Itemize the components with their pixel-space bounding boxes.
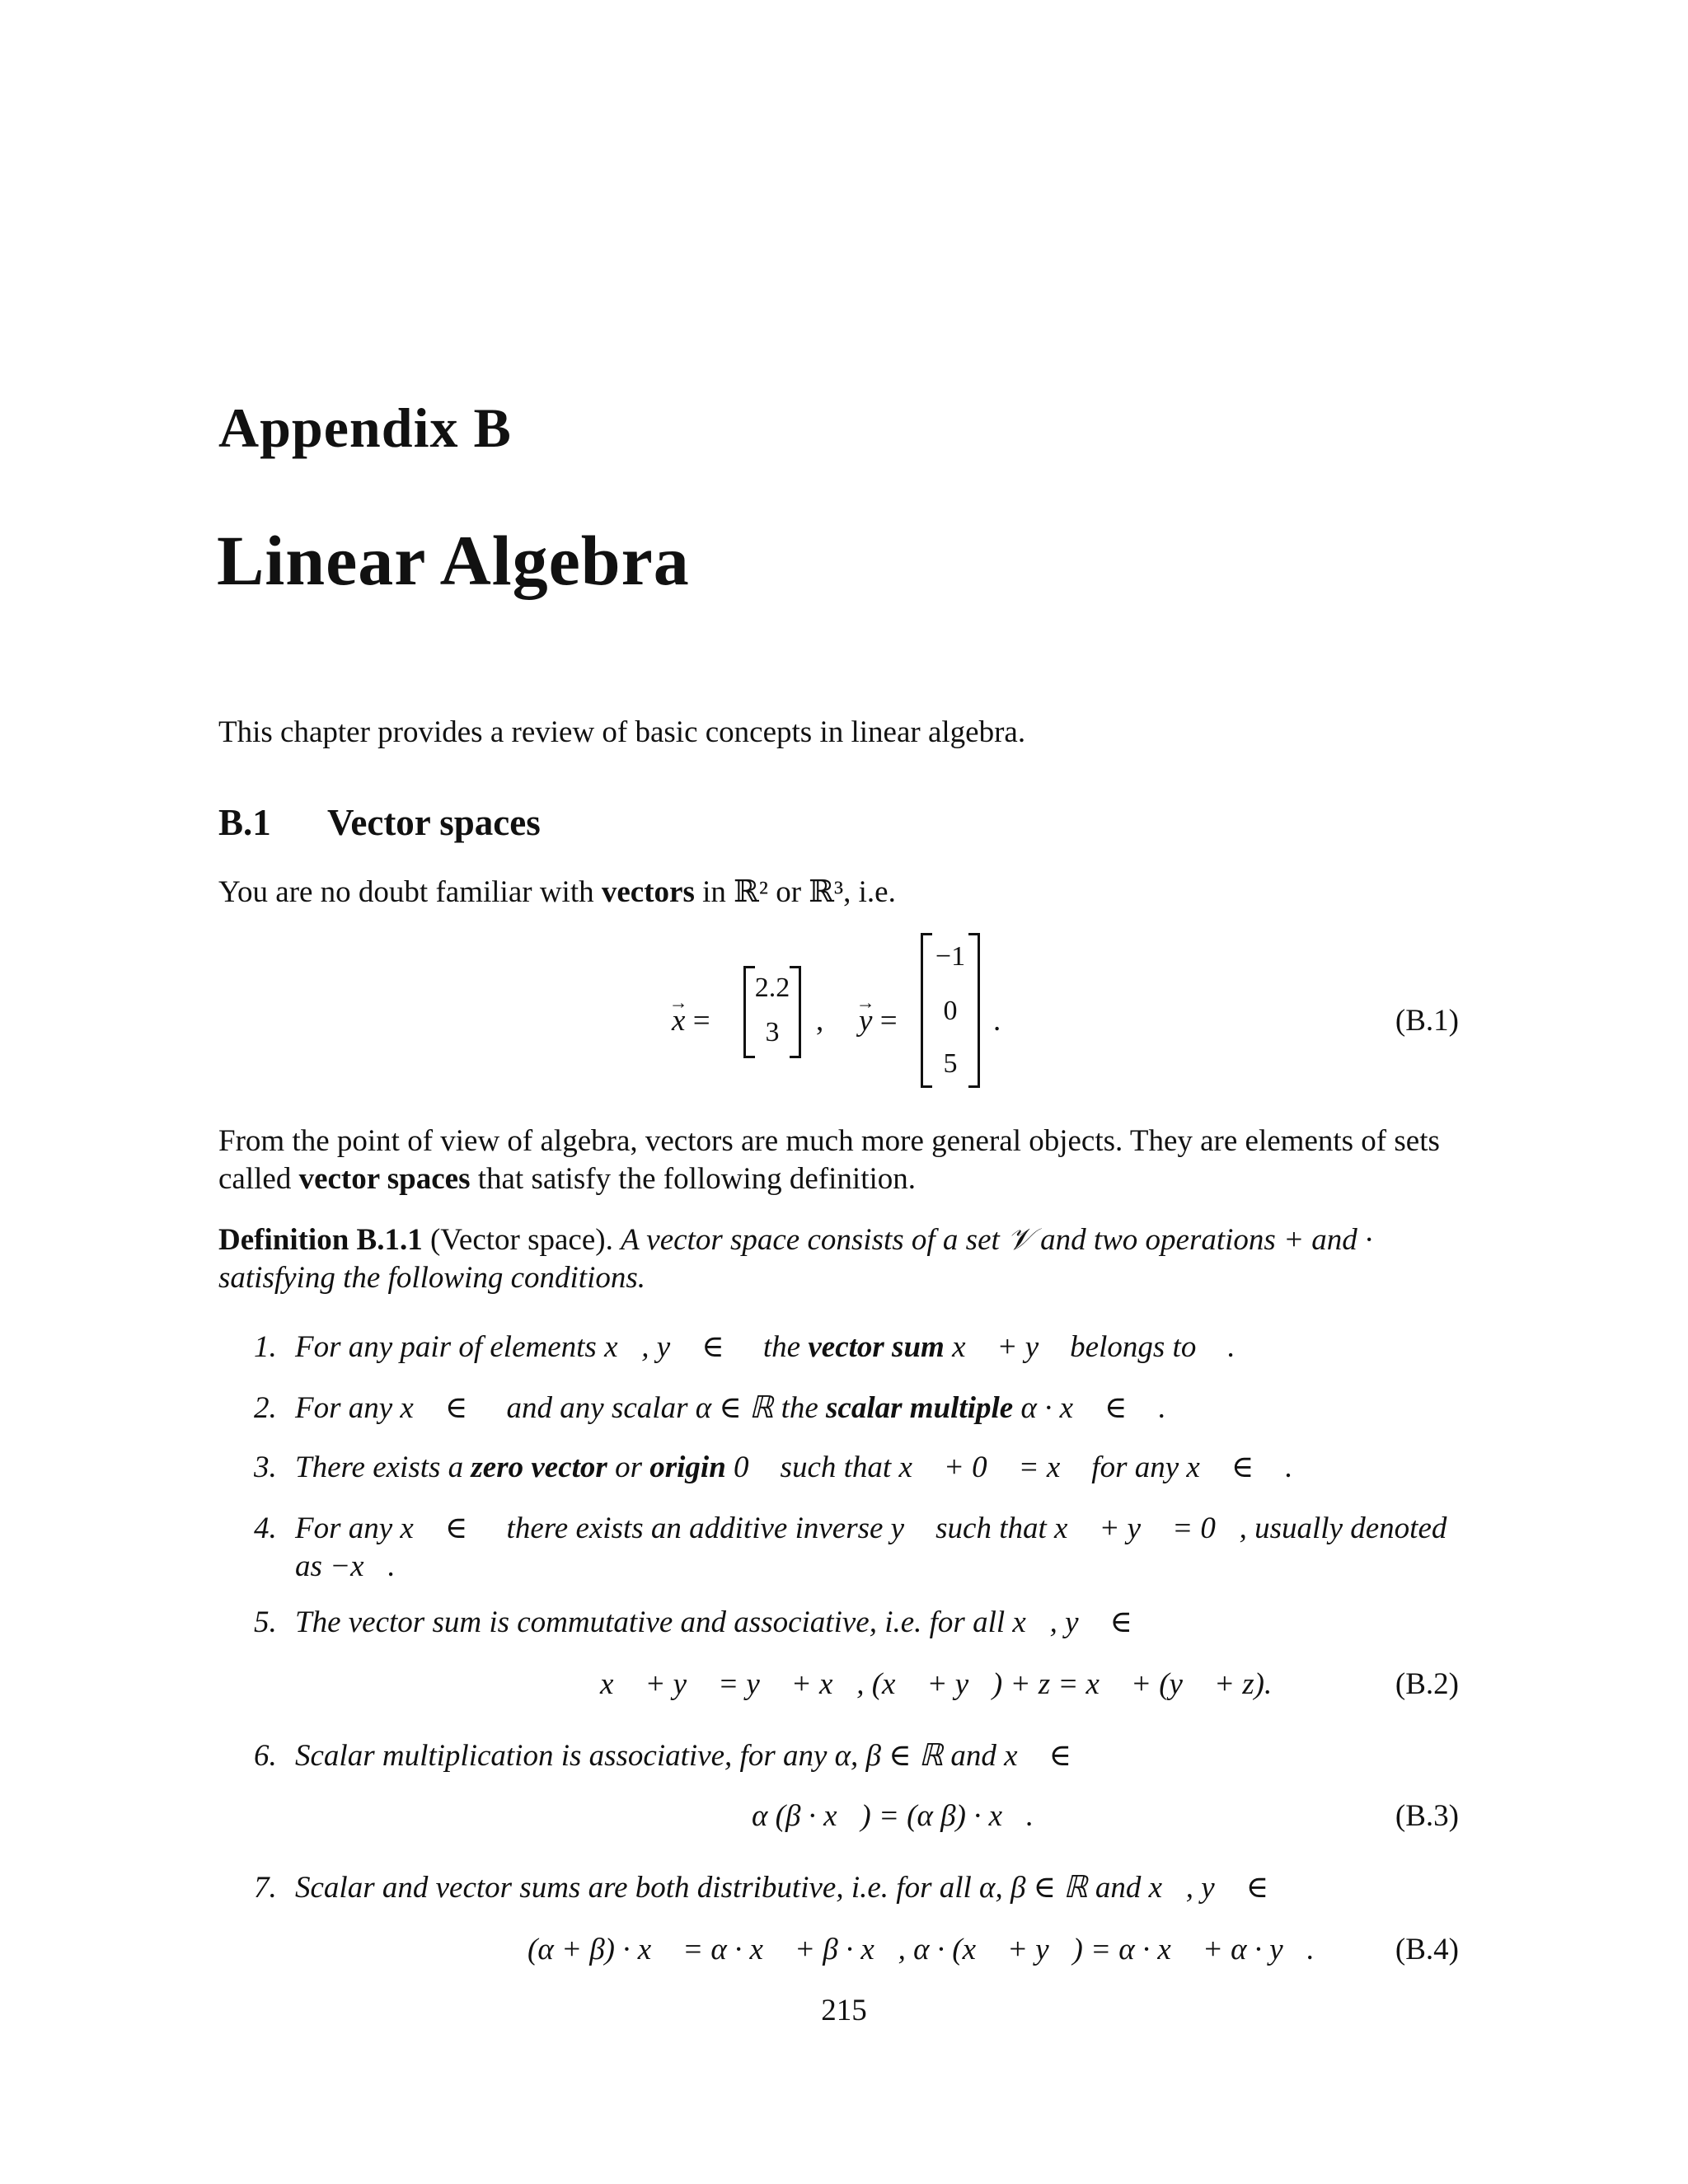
- list-item: [254, 1604, 1474, 1642]
- para1-text-end: in ℝ² or ℝ³, i.e.: [694, 875, 896, 909]
- section-title: Vector spaces: [327, 802, 541, 843]
- item-text: α · x⃗ ∈ 𝒱.: [1013, 1391, 1166, 1425]
- term-scalar-multiple: scalar multiple: [826, 1391, 1014, 1425]
- section-heading: [218, 801, 541, 844]
- equation-number-b1: (B.1): [1395, 1004, 1459, 1038]
- item-text: or: [607, 1451, 650, 1484]
- paragraph-general: [218, 1122, 1471, 1198]
- item-number: 4.: [254, 1511, 277, 1545]
- equation-b3: α (β · x⃗) = (α β) · x⃗.: [752, 1799, 1034, 1833]
- list-item: [254, 1737, 1474, 1775]
- equation-number-b4: (B.4): [1395, 1933, 1459, 1966]
- list-item: [254, 1510, 1474, 1586]
- matrix-x-cell: 3: [765, 1017, 780, 1047]
- matrix-y-cell: 5: [943, 1048, 958, 1079]
- page-number: 215: [821, 1994, 867, 2027]
- intro-paragraph: This chapter provides a review of basic concepts in linear algebra.: [218, 715, 1026, 749]
- chapter-title: Linear Algebra: [217, 521, 690, 600]
- item-text: Scalar and vector sums are both distributive, i.e. for all α, β ∈ ℝ and x⃗, y⃗ ∈ 𝒱: [295, 1871, 1301, 1905]
- item-number: 7.: [254, 1871, 277, 1905]
- para2-text-end: that satisfy the following definition.: [470, 1162, 916, 1196]
- item-text: For any x⃗ ∈ 𝒱 there exists an additive inverse y⃗ such that x⃗ + y⃗ = 0⃗, usually denoted as −x⃗.: [295, 1511, 1447, 1583]
- term-vectors: vectors: [601, 875, 695, 909]
- eq-b1-x-lhs: → x =: [672, 1003, 710, 1038]
- para1-text-start: You are no doubt familiar with: [218, 875, 602, 909]
- list-item: [254, 1329, 1474, 1366]
- definition-text: A vector space consists of a set 𝒱 and two operations + and · satisfying the following conditions.: [218, 1223, 1373, 1295]
- eq-b1-period: .: [993, 1004, 1001, 1038]
- matrix-y-cell: −1: [935, 941, 966, 972]
- item-text: For any pair of elements x⃗, y⃗ ∈ 𝒱 the: [295, 1330, 809, 1364]
- equation-b1: [0, 940, 1688, 1104]
- matrix-y: [921, 933, 980, 1088]
- matrix-x: [743, 966, 801, 1058]
- para2-text-start: From the point of view of algebra, vectors are much more general objects. They are elements of sets called: [218, 1124, 1440, 1196]
- section-number: B.1: [218, 802, 271, 843]
- item-number: 3.: [254, 1451, 277, 1484]
- definition-label: Definition B.1.1: [218, 1223, 423, 1257]
- eq-b1-comma: ,: [816, 1004, 824, 1038]
- equation-number-b3: (B.3): [1395, 1799, 1459, 1833]
- definition-name: (Vector space).: [429, 1223, 613, 1257]
- paragraph-vectors: [218, 874, 1471, 912]
- eq-b1-y-lhs: → y =: [859, 1003, 898, 1038]
- appendix-label: Appendix B: [218, 396, 512, 459]
- item-text: Scalar multiplication is associative, for any α, β ∈ ℝ and x⃗ ∈ 𝒱: [295, 1739, 1104, 1773]
- term-vector-spaces: vector spaces: [298, 1162, 471, 1196]
- matrix-x-cell: 2.2: [754, 972, 790, 1003]
- item-text: For any x⃗ ∈ 𝒱 and any scalar α ∈ ℝ the: [295, 1391, 827, 1425]
- term-origin: origin: [649, 1451, 726, 1484]
- item-number: 6.: [254, 1739, 277, 1773]
- item-text: The vector sum is commutative and associative, i.e. for all x⃗, y⃗ ∈ 𝒱: [295, 1605, 1164, 1639]
- equation-b2: x⃗ + y⃗ = y⃗ + x⃗, (x⃗ + y⃗) + z = x⃗ + (y⃗ + z).: [600, 1667, 1273, 1701]
- list-item: [254, 1449, 1474, 1487]
- item-number: 1.: [254, 1330, 277, 1364]
- equation-b4: (α + β) · x⃗ = α · x⃗ + β · x⃗, α · (x⃗ + y⃗) = α · x⃗ + α · y⃗.: [528, 1933, 1315, 1966]
- list-item: [254, 1390, 1474, 1427]
- item-text: 0⃗ such that x⃗ + 0⃗ = x⃗ for any x⃗ ∈ 𝒱.: [725, 1451, 1293, 1484]
- definition-block: [218, 1221, 1471, 1297]
- item-text: There exists a: [295, 1451, 471, 1484]
- equation-number-b2: (B.2): [1395, 1667, 1459, 1701]
- matrix-y-cell: 0: [943, 996, 958, 1026]
- item-text: x⃗ + y⃗ belongs to 𝒱.: [944, 1330, 1236, 1364]
- list-item: [254, 1869, 1474, 1907]
- term-vector-sum: vector sum: [808, 1330, 945, 1364]
- item-number: 5.: [254, 1605, 277, 1639]
- item-number: 2.: [254, 1391, 277, 1425]
- term-zero-vector: zero vector: [471, 1451, 607, 1484]
